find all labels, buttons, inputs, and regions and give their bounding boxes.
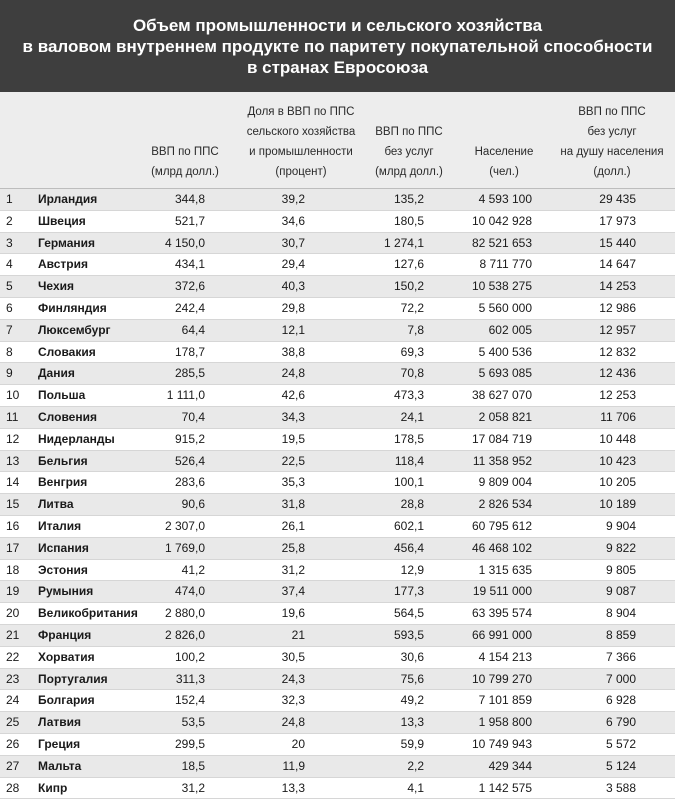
gdp-value: 31,2 bbox=[181, 780, 205, 795]
table-row bbox=[0, 320, 675, 342]
header-share-line: Доля в ВВП по ППС bbox=[247, 106, 355, 118]
country-name: Мальта bbox=[38, 758, 82, 773]
table-row bbox=[0, 516, 675, 538]
share-value: 21 bbox=[291, 627, 305, 642]
population-value: 10 042 928 bbox=[471, 213, 532, 228]
header-population-line: (чел.) bbox=[489, 166, 519, 178]
table-row bbox=[0, 298, 675, 320]
row-number: 20 bbox=[6, 606, 20, 621]
per-capita-value: 10 205 bbox=[599, 475, 636, 490]
per-capita-value: 6 790 bbox=[605, 715, 636, 730]
table-body bbox=[0, 189, 675, 799]
country-name: Великобритания bbox=[38, 606, 138, 621]
table-row bbox=[0, 603, 675, 625]
country-name: Люксембург bbox=[38, 322, 111, 337]
table-row bbox=[0, 734, 675, 756]
gdp-no-services-value: 178,5 bbox=[393, 431, 424, 446]
country-name: Словения bbox=[38, 409, 97, 424]
population-value: 17 084 719 bbox=[471, 431, 532, 446]
share-value: 19,6 bbox=[281, 606, 305, 621]
header-per-capita-line: ВВП по ППС bbox=[578, 106, 646, 118]
population-value: 4 154 213 bbox=[478, 649, 532, 664]
country-name: Нидерланды bbox=[38, 431, 115, 446]
gdp-no-services-value: 12,9 bbox=[400, 562, 424, 577]
share-value: 13,3 bbox=[281, 780, 305, 795]
row-number: 14 bbox=[6, 475, 20, 490]
country-name: Словакия bbox=[38, 344, 96, 359]
table-row bbox=[0, 407, 675, 429]
row-number: 11 bbox=[6, 409, 19, 424]
country-name: Литва bbox=[38, 497, 74, 512]
share-value: 30,5 bbox=[281, 649, 305, 664]
gdp-no-services-value: 180,5 bbox=[393, 213, 424, 228]
share-value: 26,1 bbox=[281, 518, 305, 533]
share-value: 31,2 bbox=[281, 562, 305, 577]
header-no-services bbox=[366, 122, 452, 182]
population-value: 1 142 575 bbox=[478, 780, 532, 795]
gdp-no-services-value: 69,3 bbox=[400, 344, 424, 359]
header-share-line: (процент) bbox=[275, 166, 327, 178]
table-row bbox=[0, 756, 675, 778]
share-value: 22,5 bbox=[281, 453, 305, 468]
table-row bbox=[0, 625, 675, 647]
share-value: 34,6 bbox=[281, 213, 305, 228]
gdp-no-services-value: 28,8 bbox=[400, 497, 424, 512]
gdp-value: 521,7 bbox=[174, 213, 205, 228]
gdp-no-services-value: 602,1 bbox=[393, 518, 424, 533]
header-no-services-line: (млрд долл.) bbox=[375, 166, 443, 178]
header-gdp-line: ВВП по ППС bbox=[151, 146, 219, 158]
population-value: 1 315 635 bbox=[478, 562, 532, 577]
row-number: 22 bbox=[6, 649, 20, 664]
per-capita-value: 6 928 bbox=[605, 693, 636, 708]
country-name: Швеция bbox=[38, 213, 86, 228]
per-capita-value: 10 423 bbox=[599, 453, 636, 468]
gdp-value: 242,4 bbox=[174, 300, 205, 315]
share-value: 20 bbox=[291, 736, 305, 751]
header-per-capita-line: (долл.) bbox=[593, 166, 631, 178]
table-row bbox=[0, 342, 675, 364]
header-no-services-line: без услуг bbox=[384, 146, 434, 158]
per-capita-value: 12 253 bbox=[599, 388, 636, 403]
table-row bbox=[0, 538, 675, 560]
gdp-value: 474,0 bbox=[174, 584, 205, 599]
gdp-no-services-value: 118,4 bbox=[394, 453, 424, 468]
row-number: 18 bbox=[6, 562, 20, 577]
gdp-value: 1 769,0 bbox=[164, 540, 205, 555]
gdp-no-services-value: 150,2 bbox=[393, 279, 424, 294]
gdp-value: 41,2 bbox=[181, 562, 205, 577]
gdp-no-services-value: 135,2 bbox=[393, 192, 424, 206]
row-number: 27 bbox=[6, 758, 20, 773]
population-value: 11 358 952 bbox=[472, 453, 532, 468]
gdp-no-services-value: 70,8 bbox=[400, 366, 424, 381]
row-number: 2 bbox=[6, 213, 13, 228]
header-population bbox=[460, 142, 548, 182]
row-number: 9 bbox=[6, 366, 13, 381]
table-row bbox=[0, 211, 675, 233]
country-name: Болгария bbox=[38, 693, 95, 708]
gdp-no-services-value: 473,3 bbox=[393, 388, 424, 403]
header-share-line: сельского хозяйства bbox=[246, 126, 356, 138]
table-row bbox=[0, 778, 675, 800]
share-value: 40,3 bbox=[281, 279, 305, 294]
row-number: 1 bbox=[6, 192, 13, 206]
row-number: 7 bbox=[6, 322, 13, 337]
row-number: 6 bbox=[6, 300, 13, 315]
gdp-no-services-value: 13,3 bbox=[400, 715, 424, 730]
per-capita-value: 12 832 bbox=[599, 344, 636, 359]
row-number: 23 bbox=[6, 671, 20, 686]
table-row bbox=[0, 690, 675, 712]
gdp-value: 4 150,0 bbox=[164, 235, 205, 250]
gdp-value: 2 880,0 bbox=[164, 606, 205, 621]
country-name: Ирландия bbox=[38, 192, 98, 206]
gdp-value: 372,6 bbox=[174, 279, 205, 294]
gdp-no-services-value: 593,5 bbox=[393, 627, 424, 642]
gdp-value: 178,7 bbox=[174, 344, 205, 359]
share-value: 19,5 bbox=[281, 431, 305, 446]
gdp-value: 64,4 bbox=[181, 322, 205, 337]
gdp-no-services-value: 72,2 bbox=[400, 300, 424, 315]
table-row bbox=[0, 560, 675, 582]
population-value: 66 991 000 bbox=[471, 627, 532, 642]
header-gdp bbox=[142, 142, 228, 182]
country-name: Румыния bbox=[38, 584, 94, 599]
share-value: 12,1 bbox=[281, 322, 305, 337]
table-row bbox=[0, 472, 675, 494]
gdp-no-services-value: 127,6 bbox=[393, 257, 424, 272]
share-value: 38,8 bbox=[281, 344, 305, 359]
title-line-3: в странах Евросоюза bbox=[246, 57, 429, 77]
per-capita-value: 14 253 bbox=[599, 279, 636, 294]
share-value: 24,8 bbox=[281, 715, 305, 730]
population-value: 429 344 bbox=[488, 758, 532, 773]
per-capita-value: 7 000 bbox=[605, 671, 636, 686]
population-value: 9 809 004 bbox=[478, 475, 532, 490]
gdp-value: 299,5 bbox=[174, 736, 205, 751]
per-capita-value: 8 904 bbox=[605, 606, 636, 621]
share-value: 42,6 bbox=[281, 388, 305, 403]
share-value: 34,3 bbox=[281, 409, 305, 424]
gdp-value: 100,2 bbox=[174, 649, 205, 664]
share-value: 25,8 bbox=[281, 540, 305, 555]
country-name: Эстония bbox=[38, 562, 88, 577]
population-value: 10 749 943 bbox=[471, 736, 532, 751]
country-name: Италия bbox=[38, 518, 82, 533]
country-name: Германия bbox=[38, 235, 96, 250]
country-name: Испания bbox=[38, 540, 89, 555]
header-per-capita-line: без услуг bbox=[587, 126, 637, 138]
share-value: 24,8 bbox=[281, 366, 305, 381]
gdp-value: 18,5 bbox=[181, 758, 205, 773]
table-row bbox=[0, 669, 675, 691]
per-capita-value: 12 957 bbox=[599, 322, 636, 337]
table-title bbox=[0, 0, 675, 92]
gdp-value: 70,4 bbox=[181, 409, 205, 424]
gdp-no-services-value: 75,6 bbox=[400, 671, 424, 686]
gdp-no-services-value: 177,3 bbox=[393, 584, 424, 599]
country-name: Франция bbox=[38, 627, 92, 642]
table-row bbox=[0, 385, 675, 407]
table-row bbox=[0, 647, 675, 669]
gdp-value: 311,3 bbox=[175, 671, 205, 686]
row-number: 4 bbox=[6, 257, 13, 272]
table-row bbox=[0, 233, 675, 255]
gdp-value: 152,4 bbox=[174, 693, 205, 708]
row-number: 12 bbox=[6, 431, 20, 446]
share-value: 37,4 bbox=[281, 584, 305, 599]
gdp-value: 2 307,0 bbox=[164, 518, 205, 533]
row-number: 26 bbox=[6, 736, 20, 751]
table-row bbox=[0, 429, 675, 451]
header-share bbox=[236, 102, 366, 182]
gdp-no-services-value: 564,5 bbox=[393, 606, 424, 621]
header-per-capita-line: на душу населения bbox=[560, 146, 664, 158]
row-number: 24 bbox=[6, 693, 20, 708]
header-per-capita bbox=[552, 102, 672, 182]
gdp-no-services-value: 100,1 bbox=[393, 475, 424, 490]
per-capita-value: 10 189 bbox=[599, 497, 636, 512]
population-value: 602 005 bbox=[488, 322, 532, 337]
share-value: 29,4 bbox=[281, 257, 305, 272]
per-capita-value: 8 859 bbox=[605, 627, 636, 642]
per-capita-value: 11 706 bbox=[600, 409, 636, 424]
population-value: 46 468 102 bbox=[471, 540, 532, 555]
row-number: 16 bbox=[6, 518, 20, 533]
gdp-no-services-value: 24,1 bbox=[400, 409, 424, 424]
population-value: 38 627 070 bbox=[471, 388, 532, 403]
gdp-value: 526,4 bbox=[174, 453, 205, 468]
row-number: 5 bbox=[6, 279, 13, 294]
per-capita-value: 9 087 bbox=[605, 584, 636, 599]
per-capita-value: 14 647 bbox=[599, 257, 636, 272]
country-name: Хорватия bbox=[38, 649, 95, 664]
share-value: 39,2 bbox=[281, 192, 305, 206]
gdp-no-services-value: 49,2 bbox=[400, 693, 424, 708]
gdp-value: 2 826,0 bbox=[164, 627, 205, 642]
gdp-no-services-value: 4,1 bbox=[407, 780, 424, 795]
population-value: 10 799 270 bbox=[471, 671, 532, 686]
table-row bbox=[0, 363, 675, 385]
per-capita-value: 9 822 bbox=[605, 540, 636, 555]
population-value: 82 521 653 bbox=[471, 235, 532, 250]
country-name: Финляндия bbox=[38, 300, 107, 315]
gdp-no-services-value: 7,8 bbox=[407, 322, 424, 337]
population-value: 10 538 275 bbox=[471, 279, 532, 294]
row-number: 17 bbox=[6, 540, 20, 555]
share-value: 24,3 bbox=[281, 671, 305, 686]
row-number: 19 bbox=[6, 584, 20, 599]
row-number: 21 bbox=[6, 627, 20, 642]
population-value: 8 711 770 bbox=[479, 257, 532, 272]
header-share-line: и промышленности bbox=[249, 146, 353, 158]
gdp-value: 1 111,0 bbox=[166, 388, 205, 403]
table-row bbox=[0, 712, 675, 734]
row-number: 3 bbox=[6, 235, 13, 250]
per-capita-value: 10 448 bbox=[599, 431, 636, 446]
per-capita-value: 3 588 bbox=[605, 780, 636, 795]
population-value: 2 058 821 bbox=[478, 409, 532, 424]
share-value: 32,3 bbox=[281, 693, 305, 708]
table-row bbox=[0, 189, 675, 211]
country-name: Венгрия bbox=[38, 475, 88, 490]
title-line-2: в валовом внутреннем продукте по паритету покупательной способности bbox=[22, 36, 653, 56]
country-name: Австрия bbox=[38, 257, 89, 272]
country-name: Греция bbox=[38, 736, 81, 751]
table-row bbox=[0, 276, 675, 298]
column-header-row bbox=[0, 92, 675, 189]
gdp-value: 285,5 bbox=[174, 366, 205, 381]
country-name: Кипр bbox=[38, 780, 68, 795]
population-value: 60 795 612 bbox=[471, 518, 532, 533]
table-row bbox=[0, 451, 675, 473]
country-name: Чехия bbox=[38, 279, 74, 294]
row-number: 8 bbox=[6, 344, 13, 359]
per-capita-value: 12 436 bbox=[599, 366, 636, 381]
per-capita-value: 9 805 bbox=[605, 562, 636, 577]
population-value: 63 395 574 bbox=[471, 606, 532, 621]
table-row bbox=[0, 494, 675, 516]
population-value: 1 958 800 bbox=[478, 715, 532, 730]
gdp-value: 283,6 bbox=[174, 475, 205, 490]
country-name: Португалия bbox=[38, 671, 108, 686]
population-value: 5 693 085 bbox=[478, 366, 532, 381]
per-capita-value: 29 435 bbox=[599, 192, 636, 206]
row-number: 28 bbox=[6, 780, 20, 795]
title-line-1: Объем промышленности и сельского хозяйства bbox=[132, 15, 543, 35]
population-value: 19 511 000 bbox=[472, 584, 532, 599]
country-name: Бельгия bbox=[38, 453, 88, 468]
country-name: Польша bbox=[38, 388, 86, 403]
gdp-value: 434,1 bbox=[174, 257, 205, 272]
gdp-no-services-value: 1 274,1 bbox=[383, 235, 424, 250]
gdp-value: 90,6 bbox=[181, 497, 205, 512]
population-value: 5 560 000 bbox=[478, 300, 532, 315]
population-value: 5 400 536 bbox=[478, 344, 532, 359]
gdp-no-services-value: 456,4 bbox=[393, 540, 424, 555]
table-row bbox=[0, 581, 675, 603]
population-value: 7 101 859 bbox=[478, 693, 532, 708]
share-value: 11,9 bbox=[282, 758, 305, 773]
gdp-no-services-value: 2,2 bbox=[407, 758, 424, 773]
share-value: 31,8 bbox=[281, 497, 305, 512]
country-name: Латвия bbox=[38, 715, 82, 730]
population-value: 2 826 534 bbox=[478, 497, 532, 512]
per-capita-value: 15 440 bbox=[599, 235, 636, 250]
gdp-value: 53,5 bbox=[181, 715, 205, 730]
share-value: 35,3 bbox=[281, 475, 305, 490]
gdp-value: 344,8 bbox=[174, 192, 205, 206]
table-row bbox=[0, 254, 675, 276]
gdp-no-services-value: 59,9 bbox=[400, 736, 424, 751]
per-capita-value: 5 124 bbox=[605, 758, 636, 773]
per-capita-value: 5 572 bbox=[605, 736, 636, 751]
share-value: 30,7 bbox=[281, 235, 305, 250]
per-capita-value: 9 904 bbox=[605, 518, 636, 533]
row-number: 15 bbox=[6, 497, 20, 512]
gdp-no-services-value: 30,6 bbox=[400, 649, 424, 664]
header-gdp-line: (млрд долл.) bbox=[151, 166, 219, 178]
country-name: Дания bbox=[38, 366, 75, 381]
row-number: 13 bbox=[6, 453, 20, 468]
header-no-services-line: ВВП по ППС bbox=[375, 126, 443, 138]
gdp-value: 915,2 bbox=[174, 431, 205, 446]
row-number: 25 bbox=[6, 715, 20, 730]
share-value: 29,8 bbox=[281, 300, 305, 315]
per-capita-value: 7 366 bbox=[605, 649, 636, 664]
per-capita-value: 12 986 bbox=[599, 300, 636, 315]
row-number: 10 bbox=[6, 388, 20, 403]
population-value: 4 593 100 bbox=[478, 192, 532, 206]
header-population-line: Население bbox=[474, 146, 534, 158]
per-capita-value: 17 973 bbox=[599, 213, 636, 228]
